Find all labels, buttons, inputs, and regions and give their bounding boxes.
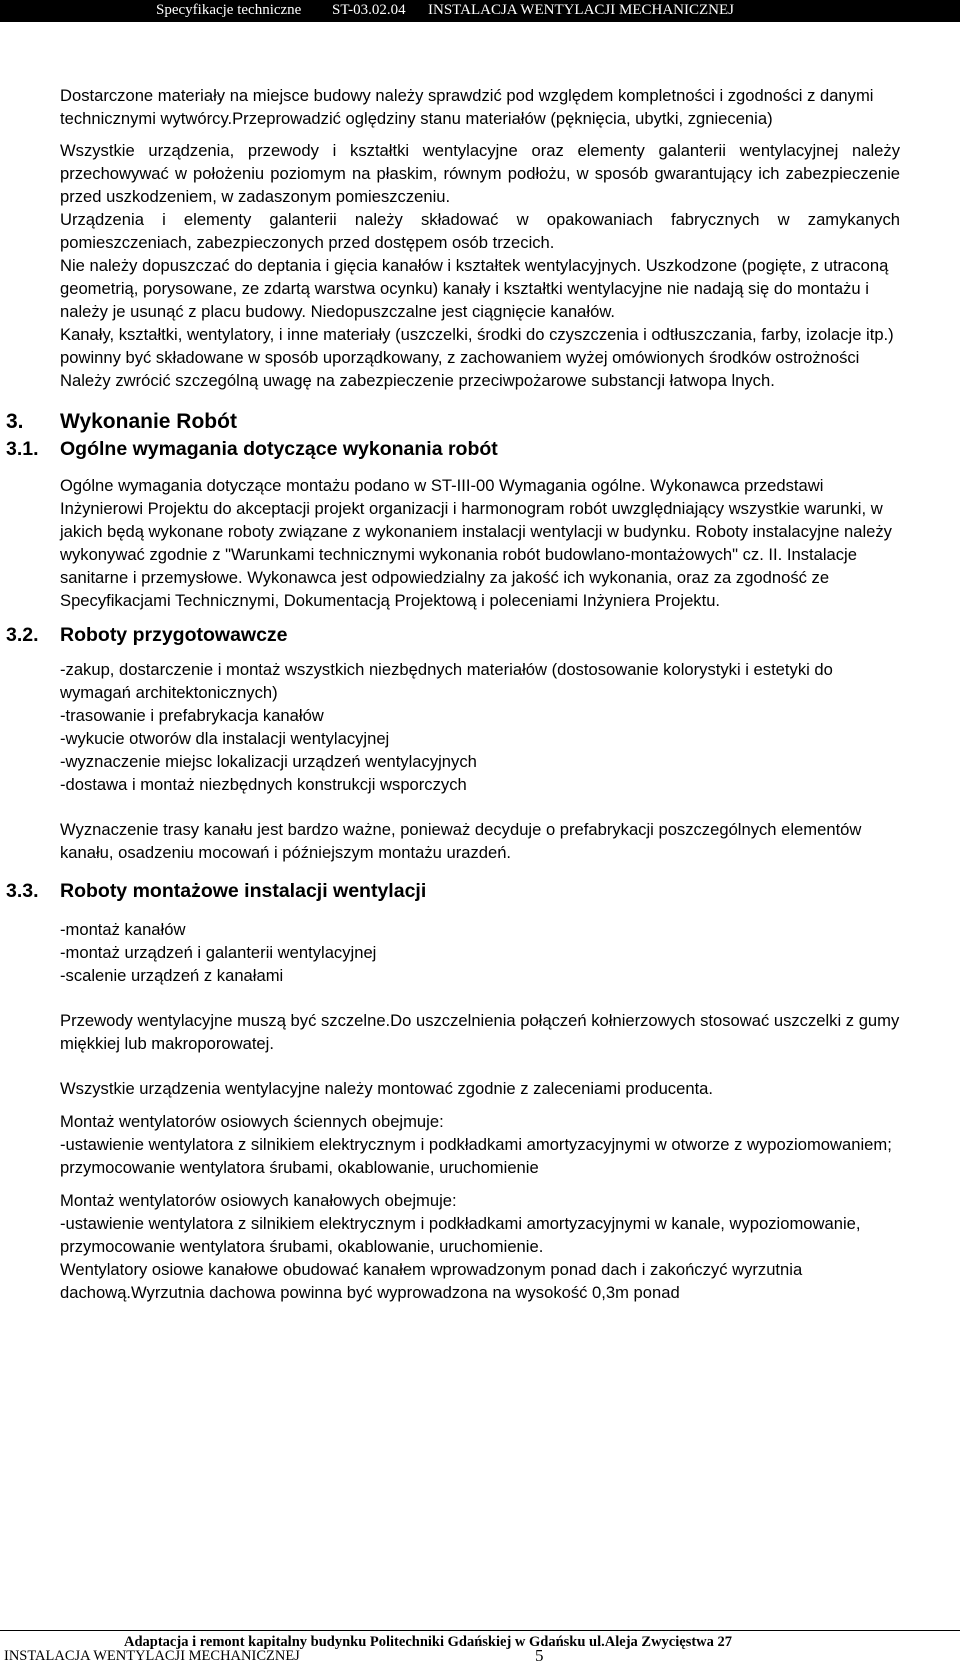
list-item: -wykucie otworów dla instalacji wentylacyjnej [60, 729, 390, 748]
paragraph: Kanały, kształtki, wentylatory, i inne materiały (uszczelki, środki do czyszczenia i odtłuszczania, farby, izolacje itp.) powinny być składowane w sposób uporządkowany, z zachowaniem wyżej omówionych środków ostrożności [60, 325, 894, 367]
section-title: Roboty przygotowawcze [60, 624, 288, 646]
section-heading-3-1 [6, 436, 900, 462]
paragraph: -ustawienie wentylatora z silnikiem elektrycznym i podkładkami amortyzacyjnymi w kanale, wypoziomowanie, przymocowanie wentylatora śrubami, okablowanie, uruchomienie. [60, 1214, 861, 1256]
header-code: ST-03.02.04 [332, 2, 406, 18]
header-title: Specyfikacje techniczne [156, 2, 302, 18]
document-body [6, 84, 900, 1304]
section-number: 3.3. [6, 880, 39, 902]
section-title: Ogólne wymagania dotyczące wykonania robót [60, 438, 498, 460]
footer-project: Adaptacja i remont kapitalny budynku Politechniki Gdańskiej w Gdańsku ul.Aleja Zwycięstwa 27 [124, 1634, 733, 1650]
document-header [0, 0, 960, 22]
section-title: Roboty montażowe instalacji wentylacji [60, 880, 427, 902]
section-title: Wykonanie Robót [60, 410, 237, 433]
paragraph: Wszystkie urządzenia, przewody i kształtki wentylacyjne oraz elementy galanterii wentylacyjnej należy przechowywać w położeniu poziomym na płaskim, równym podłożu, w sposób gwarantujący ich zabezpieczenie przed uszkodzeniem, w zadaszonym pomieszczeniu. [60, 141, 900, 206]
paragraph: -ustawienie wentylatora z silnikiem elektrycznym i podkładkami amortyzacyjnymi w otworze z wypoziomowaniem; przymocowanie wentylatora śrubami, okablowanie, uruchomienie [60, 1135, 892, 1177]
section-heading-3 [6, 408, 900, 436]
list-item: -trasowanie i prefabrykacja kanałów [60, 706, 324, 725]
section-number: 3. [6, 410, 24, 433]
list-item: -montaż urządzeń i galanterii wentylacyjnej [60, 943, 377, 962]
list-item: -montaż kanałów [60, 920, 186, 939]
paragraph: Wszystkie urządzenia wentylacyjne należy montować zgodnie z zaleceniami producenta. [60, 1079, 714, 1098]
footer-section: INSTALACJA WENTYLACJI MECHANICZNEJ [4, 1648, 300, 1664]
paragraph: Urządzenia i elementy galanterii należy składować w opakowaniach fabrycznych w zamykanych pomieszczeniach, zabezpieczonych przed dostępem osób trzecich. [60, 210, 900, 252]
paragraph: Dostarczone materiały na miejsce budowy należy sprawdzić pod względem kompletności i zgodności z danymi technicznymi wytwórcy.Przeprowadzić oględziny stanu materiałów (pęknięcia, ubytki, zgniecenia) [60, 86, 874, 128]
paragraph: Nie należy dopuszczać do deptania i gięcia kanałów i kształtek wentylacyjnych. Uszkodzone (pogięte, z utraconą geometrią, porysowane, ze zdartą warstwa ocynku) kanały i kształtki wentylacyjne nie nadają się do montażu i należy je usunąć z placu budowy. Niedopuszczalne jest ciągnięcie kanałów. [60, 256, 889, 321]
list-item: -scalenie urządzeń z kanałami [60, 966, 284, 985]
paragraph: Montaż wentylatorów osiowych kanałowych obejmuje: [60, 1191, 457, 1210]
header-section: INSTALACJA WENTYLACJI MECHANICZNEJ [428, 2, 735, 18]
paragraph: Wyznaczenie trasy kanału jest bardzo ważne, ponieważ decyduje o prefabrykacji poszczególnych elementów kanału, osadzeniu mocowań i późniejszym montażu urazdeń. [60, 820, 862, 862]
list-item: -wyznaczenie miejsc lokalizacji urządzeń wentylacyjnych [60, 752, 477, 771]
list-item: -dostawa i montaż niezbędnych konstrukcji wsporczych [60, 775, 467, 794]
paragraph: Wentylatory osiowe kanałowe obudować kanałem wprowadzonym ponad dach i zakończyć wyrzutnia dachową.Wyrzutnia dachowa powinna być wyprowadzona na wysokość 0,3m ponad [60, 1260, 803, 1302]
paragraph: Należy zwrócić szczególną uwagę na zabezpieczenie przeciwpożarowe substancji łatwopa lnych. [60, 371, 775, 390]
paragraph: Ogólne wymagania dotyczące montażu podano w ST-III-00 Wymagania ogólne. Wykonawca przedstawi Inżynierowi Projektu do akceptacji projekt organizacji i harmonogram robót uwzględniający wszystkie warunki, w jakich będą wykonane roboty związane z wykonaniem instalacji wentylacji w budynku. Roboty instalacyjne należy wykonywać zgodnie z "Warunkami technicznymi wykonania robót budowlano-montażowych" cz. II. Instalacje sanitarne i przemysłowe. Wykonawca jest odpowiedzialny za jakość ich wykonania, oraz za zgodność ze Specyfikacjami Technicznymi, Dokumentacją Projektową i poleceniami Inżyniera Projektu. [60, 476, 892, 610]
section-heading-3-3 [6, 878, 900, 904]
list-item: -zakup, dostarczenie i montaż wszystkich niezbędnych materiałów (dostosowanie kolorystyki i estetyki do wymagań architektonicznych) [60, 660, 833, 702]
page-number: 5 [535, 1646, 544, 1665]
section-number: 3.1. [6, 438, 39, 460]
footer-divider [0, 1630, 960, 1631]
paragraph: Przewody wentylacyjne muszą być szczelne.Do uszczelnienia połączeń kołnierzowych stosować uszczelki z gumy miękkiej lub makroporowatej. [60, 1011, 900, 1053]
paragraph: Montaż wentylatorów osiowych ściennych obejmuje: [60, 1112, 444, 1131]
section-number: 3.2. [6, 624, 39, 646]
section-heading-3-2 [6, 622, 900, 648]
